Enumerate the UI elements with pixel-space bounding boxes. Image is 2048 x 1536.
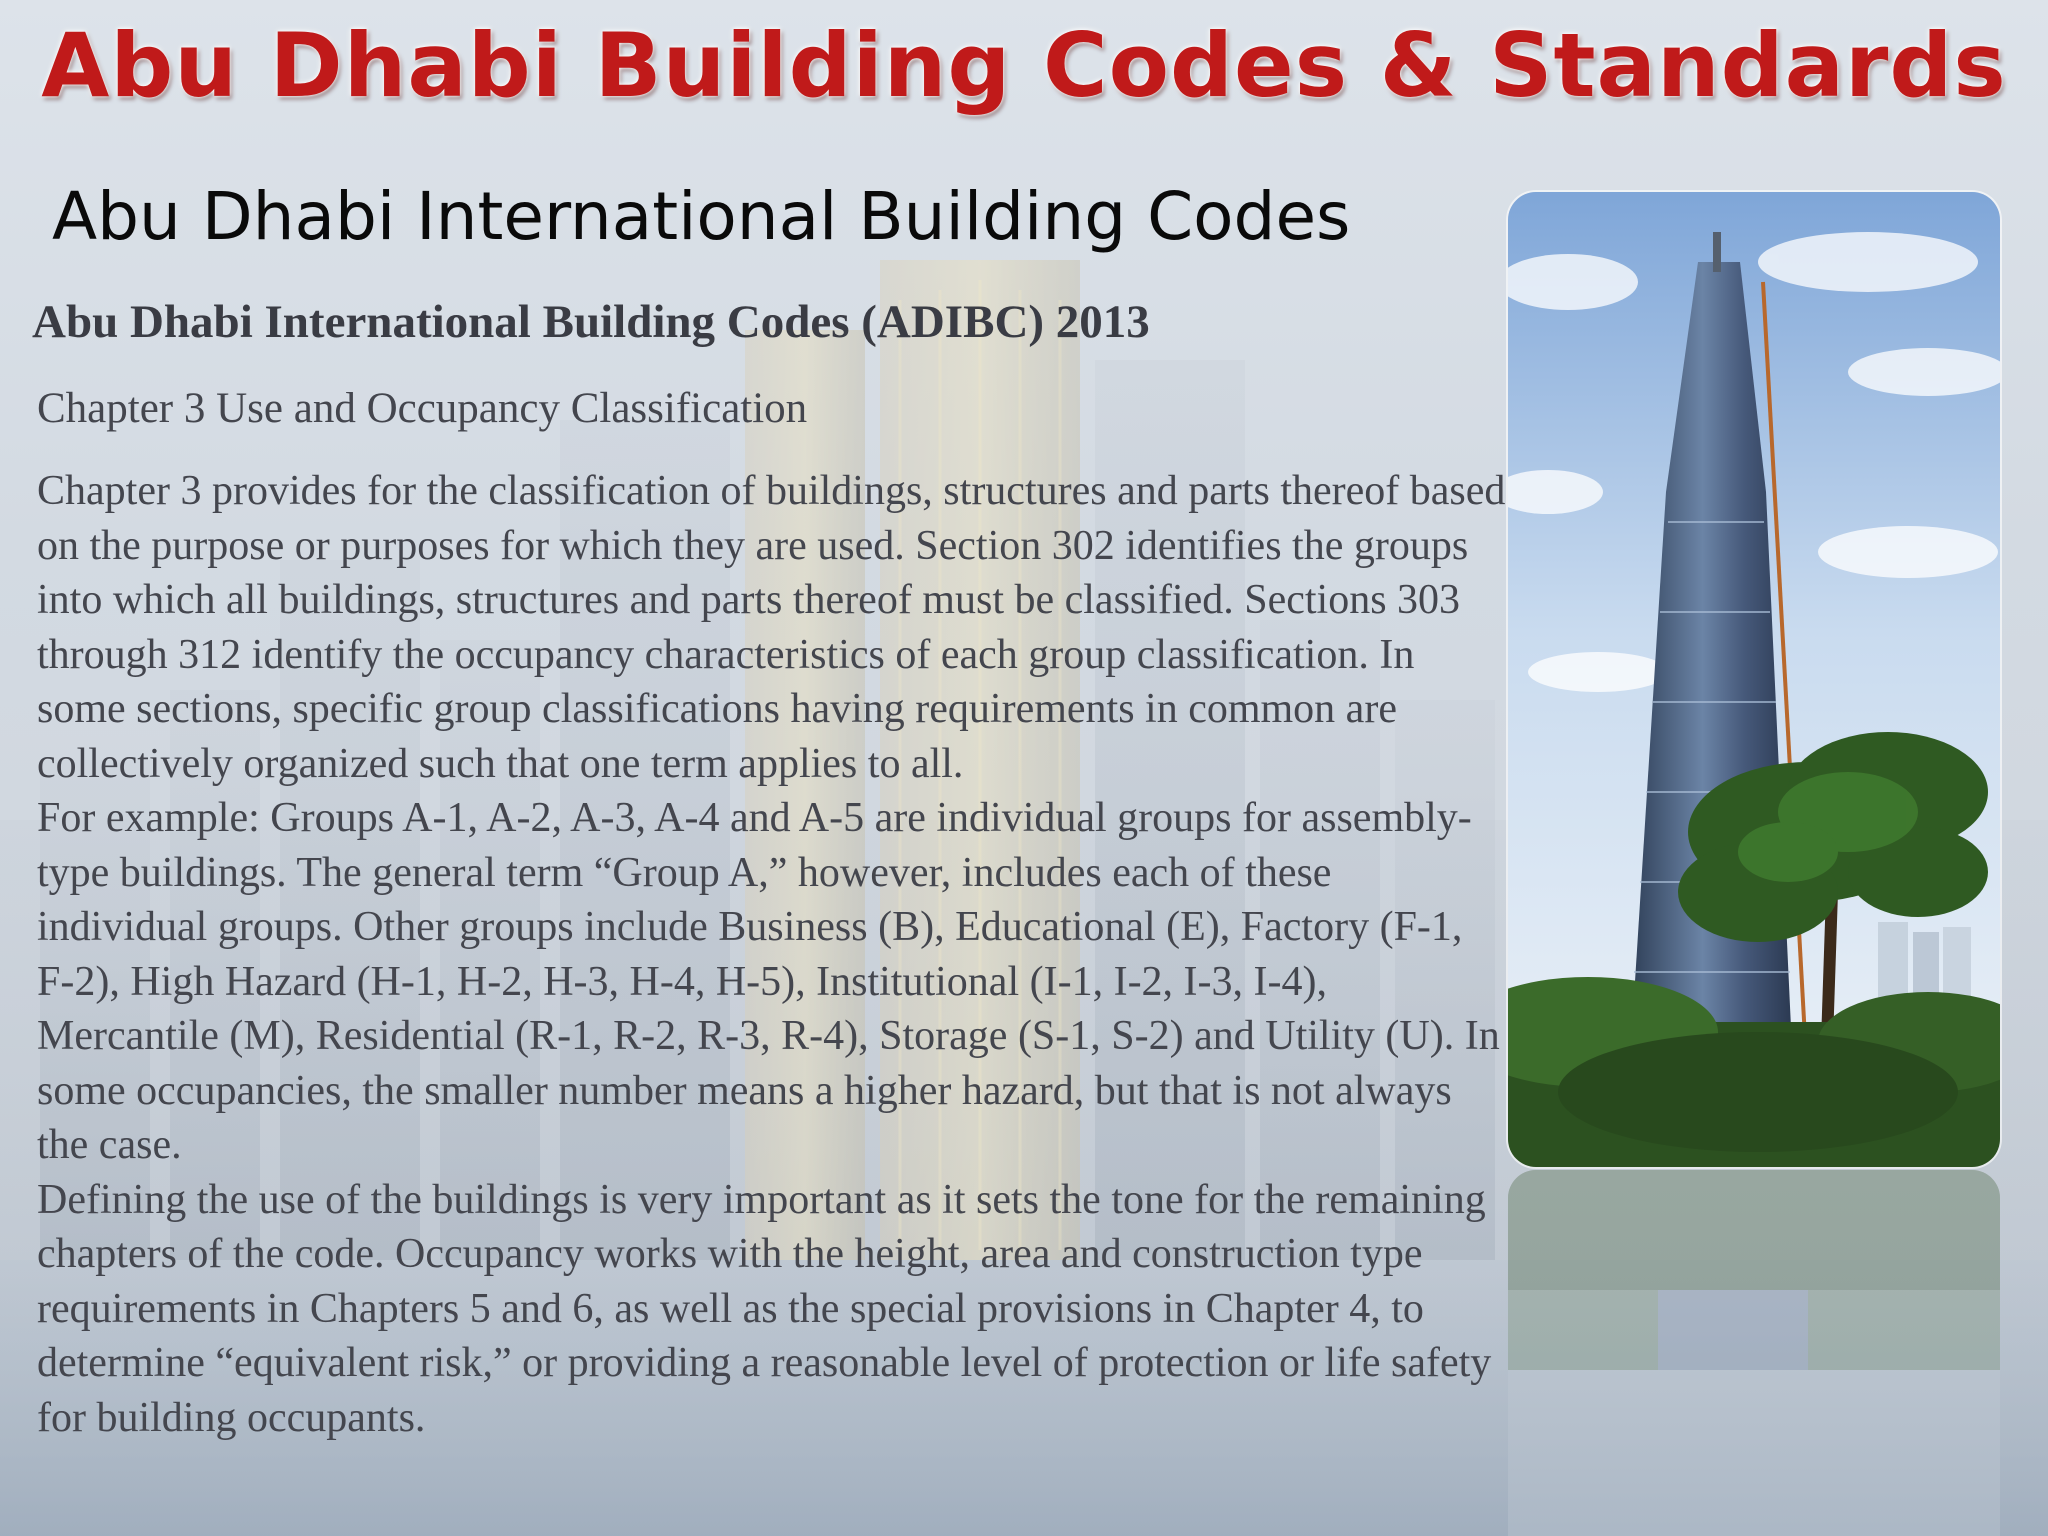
code-heading: Abu Dhabi International Building Codes (ADIBC) 2013 — [32, 296, 1150, 348]
paragraph-example-groups: For example: Groups A-1, A-2, A-3, A-4 and A-5 are individual groups for assembly-type buildings. The general term “Group A,” however, includes each of these individual groups. Other groups include Business (B), Educational (E), Factory (F-1, F-2), High Hazard (H-1, H-2, H-3, H-4, H-5), Institutional (I-1, I-2, I-3, I-4), Mercantile (M), Residential (R-1, R-2, R-3, R-4), Storage (S-1, S-2) and Utility (U). In some occupancies, the smaller number means a higher hazard, but that is not always the case. — [37, 795, 1500, 1168]
paragraph-classification: Chapter 3 provides for the classification of buildings, structures and parts thereof based on the purpose or purposes for which they are used. Section 302 identifies the groups into which all buildings, structures and parts thereof must be classified. Sections 303 through 312 identify the occupancy characteristics of each group classification. In some sections, specific group classifications having requirements in common are collectively organized such that one term applies to all. — [37, 468, 1506, 787]
paragraph-defining-use: Defining the use of the buildings is very important as it sets the tone for the remaining chapters of the code. Occupancy works with the height, area and construction type requirements in Chapters 5 and 6, as well as the special provisions in Chapter 4, to determine “equivalent risk,” or providing a reasonable level of protection or life safety for building occupants. — [37, 1176, 1492, 1441]
slide-title: Abu Dhabi Building Codes & Standards — [41, 14, 2007, 117]
chapter-heading: Chapter 3 Use and Occupancy Classification — [37, 385, 808, 432]
tower-photo-reflection — [1508, 1170, 2000, 1536]
tower-photo — [1508, 192, 2000, 1167]
body-text — [37, 464, 1507, 1445]
section-subtitle: Abu Dhabi International Building Codes — [52, 178, 1351, 255]
